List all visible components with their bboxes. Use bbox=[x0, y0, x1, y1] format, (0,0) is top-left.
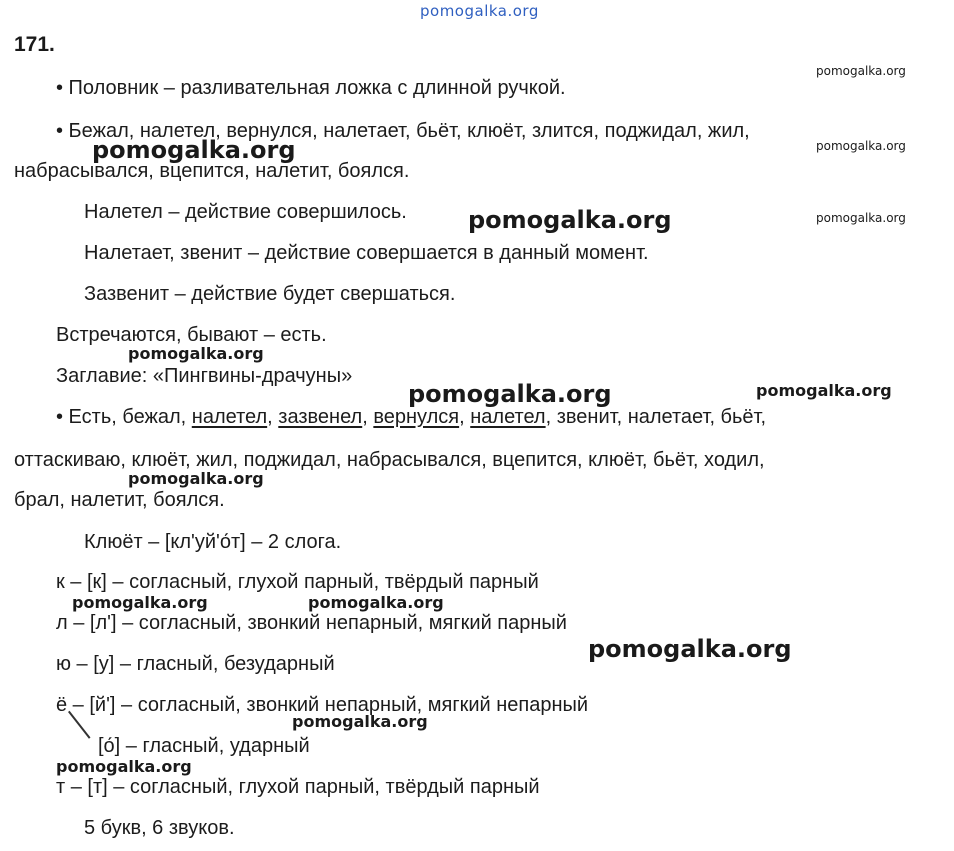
underlined-word-3: вернулся bbox=[373, 406, 460, 428]
watermark: pomogalka.org bbox=[408, 380, 612, 408]
watermark: pomogalka.org bbox=[128, 344, 264, 363]
watermark: pomogalka.org bbox=[128, 469, 264, 488]
text-line-3: набрасывался, вцепится, налетит, боялся. bbox=[14, 160, 410, 182]
text-line-18: т – [т] – согласный, глухой парный, твёрдый парный bbox=[56, 776, 540, 798]
watermark: pomogalka.org bbox=[72, 593, 208, 612]
watermark: pomogalka.org bbox=[308, 593, 444, 612]
line-9-end: , звенит, налетает, бьёт, bbox=[545, 406, 767, 428]
underlined-word-1: налетел bbox=[191, 406, 268, 428]
underlined-word-2: зазвенел bbox=[278, 406, 363, 428]
text-line-6: Зазвенит – действие будет свершаться. bbox=[84, 283, 456, 305]
line-9-sep-2: , bbox=[362, 406, 374, 428]
text-line-7: Встречаются, бывают – есть. bbox=[56, 324, 327, 346]
watermark: pomogalka.org bbox=[816, 211, 906, 225]
text-line-4: Налетел – действие совершилось. bbox=[84, 201, 407, 223]
text-line-17: [о́] – гласный, ударный bbox=[98, 735, 310, 757]
text-line-2: • Бежал, налетел, вернулся, налетает, бьёт, клюёт, злится, поджидал, жил, bbox=[56, 120, 750, 142]
text-line-9 bbox=[56, 405, 766, 429]
line-9-start: • Есть, бежал, bbox=[56, 406, 192, 428]
text-line-12: Клюёт – [кл'уй'о́т] – 2 слога. bbox=[84, 531, 342, 553]
watermark: pomogalka.org bbox=[92, 136, 296, 164]
text-line-14: л – [л'] – согласный, звонкий непарный, мягкий парный bbox=[56, 612, 567, 634]
line-9-sep-1: , bbox=[267, 406, 279, 428]
task-number: 171. bbox=[14, 33, 55, 56]
watermark: pomogalka.org bbox=[588, 635, 792, 663]
watermark: pomogalka.org bbox=[292, 712, 428, 731]
text-line-5: Налетает, звенит – действие совершается в данный момент. bbox=[84, 242, 649, 264]
watermark: pomogalka.org bbox=[56, 757, 192, 776]
text-line-16: ё – [й'] – согласный, звонкий непарный, мягкий непарный bbox=[56, 694, 589, 716]
watermark-top: pomogalka.org bbox=[420, 2, 539, 20]
text-line-19: 5 букв, 6 звуков. bbox=[84, 817, 235, 839]
watermark: pomogalka.org bbox=[816, 64, 906, 78]
text-line-13: к – [к] – согласный, глухой парный, твёрдый парный bbox=[56, 571, 539, 593]
text-line-10: оттаскиваю, клюёт, жил, поджидал, набрасывался, вцепится, клюёт, бьёт, ходил, bbox=[14, 449, 765, 471]
underlined-word-4: налетел bbox=[470, 406, 546, 428]
watermark: pomogalka.org bbox=[756, 381, 892, 400]
line-9-sep-3: , bbox=[459, 406, 471, 428]
watermark: pomogalka.org bbox=[468, 206, 672, 234]
watermark: pomogalka.org bbox=[816, 139, 906, 153]
text-line-11: брал, налетит, боялся. bbox=[14, 489, 225, 511]
text-line-15: ю – [у] – гласный, безударный bbox=[56, 653, 335, 675]
text-line-1: • Половник – разливательная ложка с длинной ручкой. bbox=[56, 77, 566, 99]
text-line-8: Заглавие: «Пингвины-драчуны» bbox=[56, 365, 353, 387]
